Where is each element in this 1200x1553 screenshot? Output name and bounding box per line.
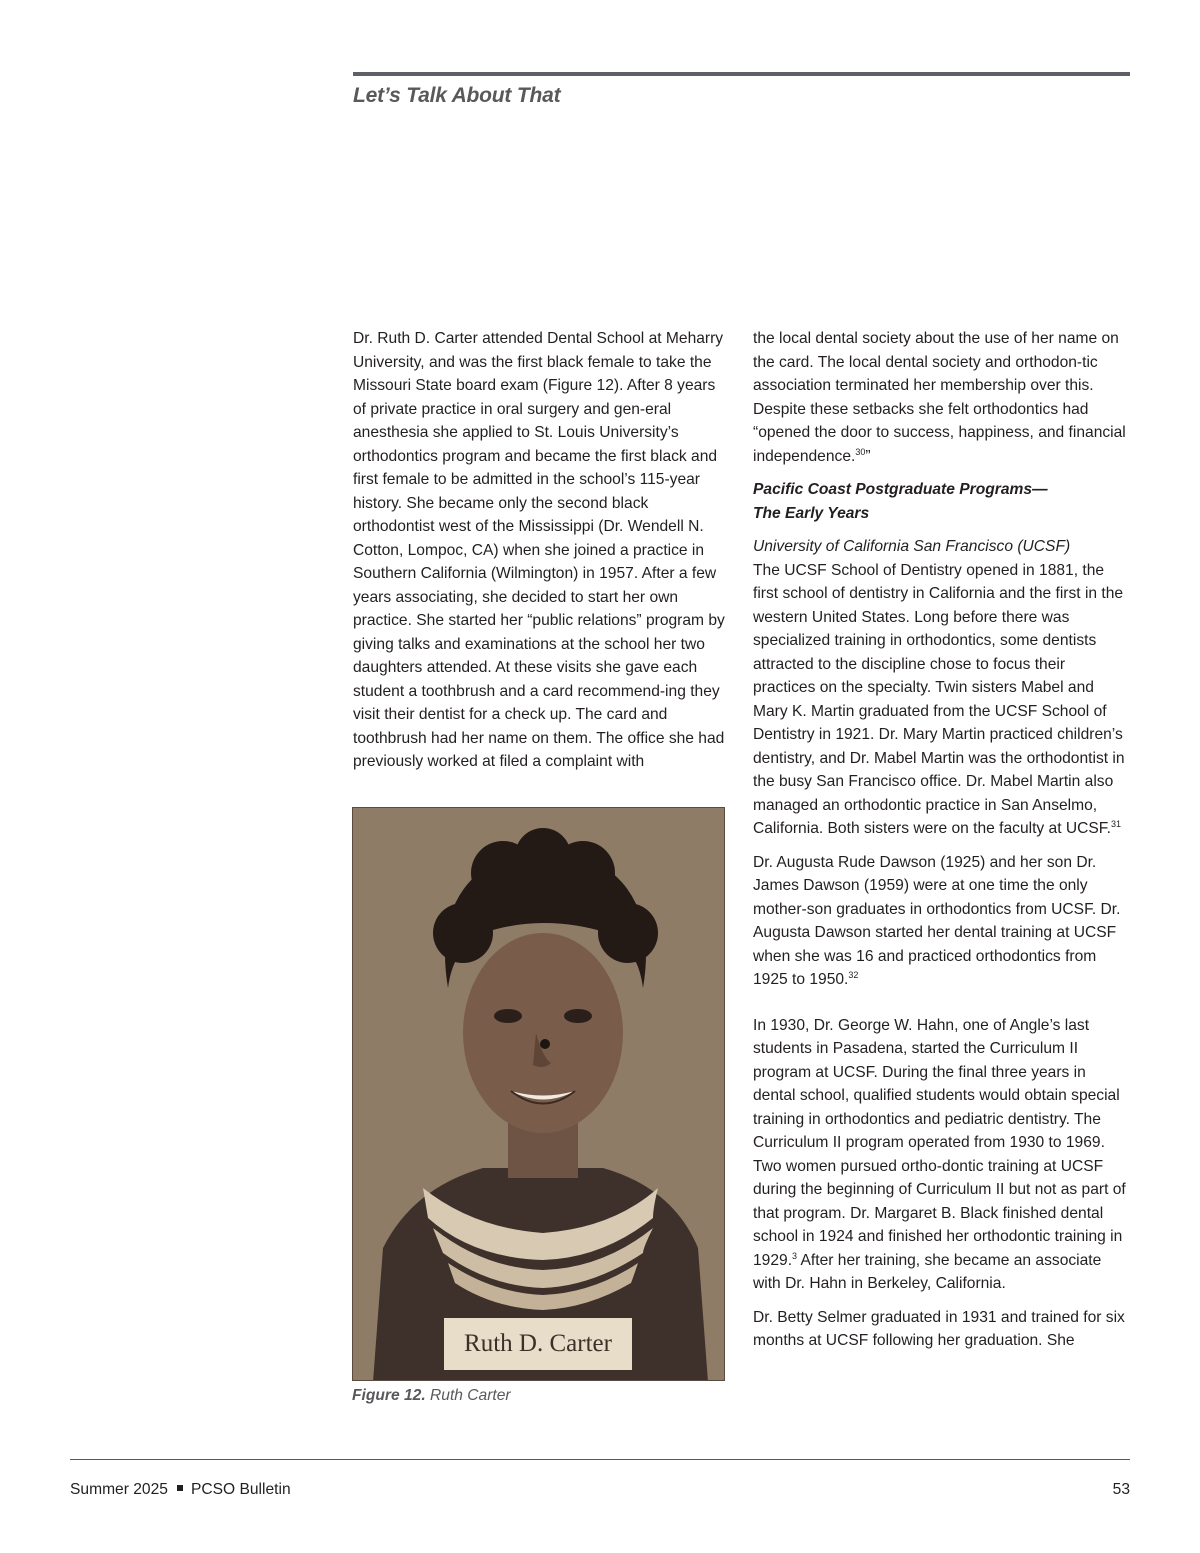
paragraph-1 <box>753 327 1130 468</box>
footer-rule <box>70 1459 1130 1460</box>
subheading-line-2: The Early Years <box>753 504 870 522</box>
section-subheading <box>753 478 1130 525</box>
paragraph-5: Dr. Betty Selmer graduated in 1931 and trained for six months at UCSF following her graduation. She <box>753 1308 1125 1349</box>
carter-paragraph: Dr. Ruth D. Carter attended Dental School at Meharry University, and was the first black female to take the Missouri State board exam (Figure 12). After 8 years of private practice in oral surgery and gen-eral anesthesia she applied to St. Louis University’s orthodontics program and became the first black and first female to be admitted in the school’s 115-year history. She became only the second black orthodontist west of the Mississippi (Dr. Wendell N. Cotton, Lompoc, CA) when she joined a practice in Southern California (Wilmington) in 1957. After a few years associating, she decided to start her own practice. She started her “public relations” program by giving talks and examinations at the school her two daughters attended. At these visits she gave each student a toothbrush and a card recommend-ing they visit their dentist for a check up. The card and toothbrush had her name on them. The office she had previously worked at filed a complaint with <box>353 330 725 770</box>
reference-32: 32 <box>848 969 859 980</box>
reference-31: 31 <box>1110 818 1121 829</box>
subheading-line-1: Pacific Coast Postgraduate Programs— <box>753 481 1048 498</box>
paragraph-3-text: Dr. Augusta Rude Dawson (1925) and her son Dr. James Dawson (1959) were at one time the only mother-son graduates in orthodontics from UCSF. Dr. Augusta Dawson started her dental training at UCSF when she was 16 and practiced orthodontics from 1925 to 1950. <box>753 853 1121 988</box>
ruth-carter-photo <box>352 807 725 1381</box>
photo-nameplate: Ruth D. Carter <box>444 1318 632 1370</box>
figure-caption-text: Ruth Carter <box>430 1387 511 1404</box>
paragraph-2-text: The UCSF School of Dentistry opened in 1881, the first school of dentistry in California and the first in the western United States. Long before there was specialized training in orthodontics, some dentists attracted to the discipline chose to focus their practices on the specialty. Twin sisters Mabel and Mary K. Martin graduated from the UCSF School of Dentistry in 1921. Dr. Mary Martin practiced children’s dentistry, and Dr. Mabel Martin was the orthodontist in the busy San Francisco office. Dr. Mabel Martin also managed an orthodontic practice in San Anselmo, California. Both sisters were on the faculty at UCSF. <box>753 561 1125 837</box>
paragraph-1-tail: ” <box>865 447 871 465</box>
institution-heading: University of California San Francisco (UCSF) <box>753 538 1071 555</box>
figure-caption-label: Figure 12. <box>352 1387 426 1404</box>
right-column <box>753 327 1130 1353</box>
paragraph-4-tail: After her training, she became an associate with Dr. Hahn in Berkeley, California. <box>753 1251 1102 1292</box>
figure-caption <box>352 1387 511 1405</box>
paragraph-2 <box>753 559 1130 841</box>
footer-issue-info <box>70 1481 291 1499</box>
paragraph-1-text: the local dental society about the use of her name on the card. The local dental society and orthodon-tic association terminated her membership over this. Despite these setbacks she felt orthodontics had “opened the door to success, happiness, and financial independence. <box>753 330 1126 465</box>
left-column <box>353 327 731 774</box>
reference-30: 30 <box>855 446 866 457</box>
footer-issue: Summer 2025 <box>70 1481 168 1498</box>
paragraph-3 <box>753 851 1130 992</box>
header-rule <box>353 72 1130 76</box>
bullet-square-icon <box>177 1485 183 1491</box>
footer-publication: PCSO Bulletin <box>190 1481 291 1498</box>
page-number: 53 <box>1112 1481 1130 1498</box>
section-title: Let’s Talk About That <box>353 84 561 107</box>
paragraph-4 <box>753 1014 1130 1296</box>
paragraph-4-text: In 1930, Dr. George W. Hahn, one of Angle’s last students in Pasadena, started the Curriculum II program at UCSF. During the final three years in dental school, qualified students would obtain special training in orthodontics and pediatric dentistry. The Curriculum II program operated from 1930 to 1969. Two women pursued ortho-dontic training at UCSF during the beginning of Curriculum II but not as part of that program. Dr. Margaret B. Black finished dental school in 1924 and finished her orthodontic training in 1929. <box>753 1016 1126 1269</box>
portrait-illustration <box>353 808 725 1381</box>
reference-3: 3 <box>792 1250 798 1261</box>
